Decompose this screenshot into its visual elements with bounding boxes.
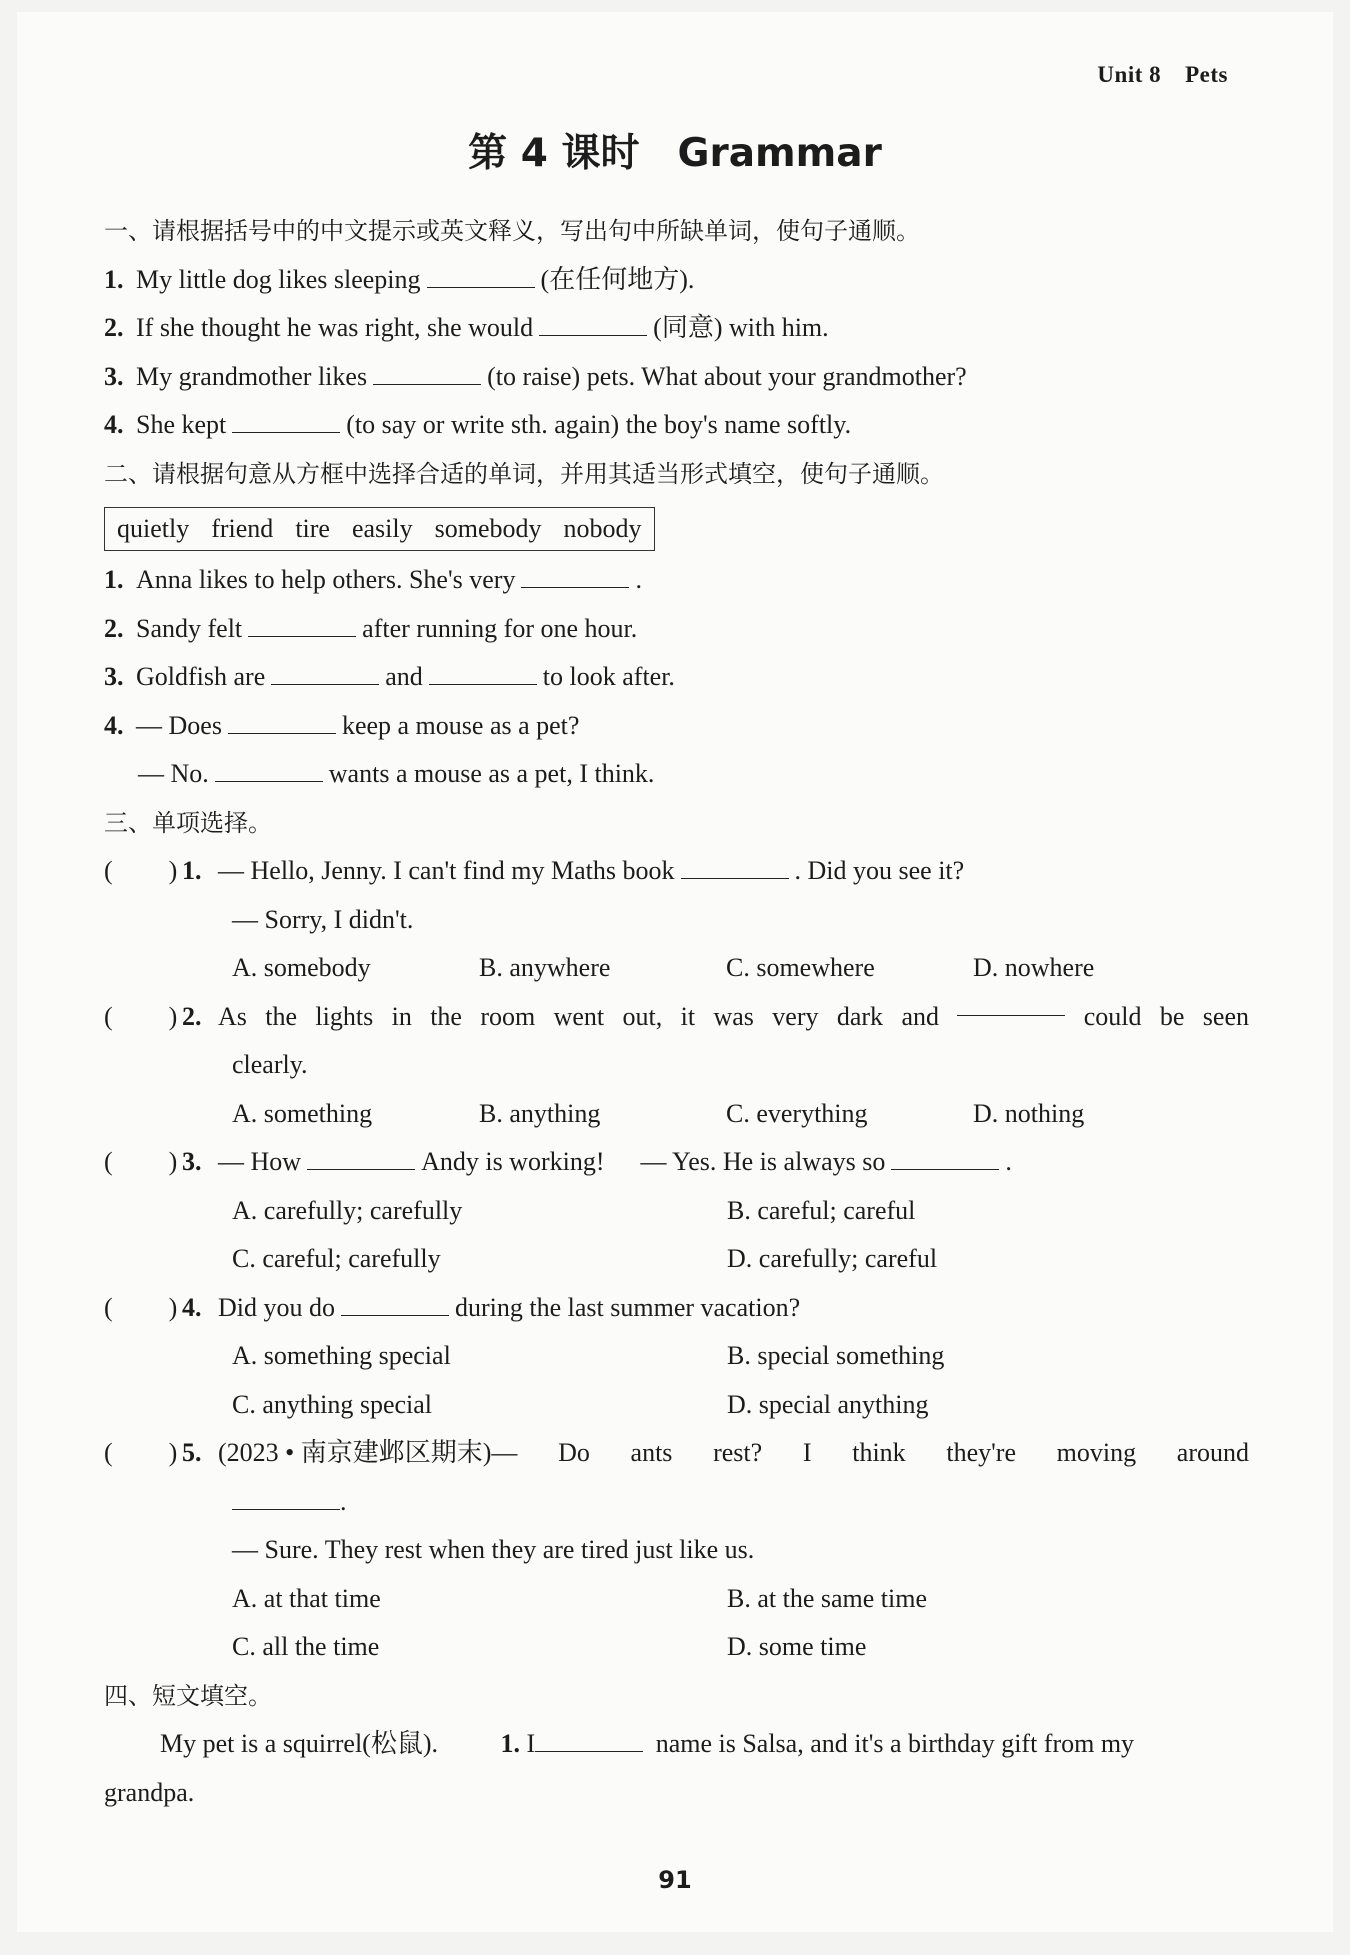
word: As <box>218 1001 247 1031</box>
s1-question <box>104 401 1249 450</box>
mc-options <box>104 944 1249 993</box>
question-text: . <box>635 565 642 594</box>
page-title <box>17 122 1333 178</box>
unit-topic: Pets <box>1185 62 1228 87</box>
word: out, <box>622 1001 663 1031</box>
question-text: — How <box>218 1147 302 1176</box>
lesson-label: 第 4 课时 <box>468 131 640 176</box>
first-letter: I <box>526 1729 536 1758</box>
answer-blank[interactable] <box>228 711 336 734</box>
question-number: 3. <box>104 662 124 691</box>
mc-question <box>104 993 1249 1042</box>
mc-question <box>104 1284 1249 1333</box>
word: dark <box>836 1001 884 1031</box>
question-number: 2. <box>104 613 124 643</box>
word-option: somebody <box>434 514 542 543</box>
question-text: — Yes. He is always so <box>640 1147 886 1176</box>
word: Do <box>558 1438 590 1467</box>
word: seen <box>1202 1001 1249 1031</box>
question-number: 1. <box>104 264 124 294</box>
s1-question <box>104 353 1249 402</box>
answer-blank[interactable] <box>427 265 535 288</box>
question-text: If she thought he was right, she would <box>136 313 534 342</box>
s2-question <box>104 653 1249 702</box>
answer-blank[interactable] <box>535 1729 643 1752</box>
mc-question <box>104 1138 1249 1187</box>
word: very <box>772 1001 819 1031</box>
mc-options <box>104 1381 1249 1430</box>
page-number: 91 <box>658 1866 692 1894</box>
question-text: My little dog likes sleeping <box>136 264 421 294</box>
answer-blank[interactable] <box>215 759 323 782</box>
option: B. anything <box>479 1098 601 1128</box>
question-text: Sandy felt <box>136 613 243 643</box>
s2-reply <box>104 750 1249 799</box>
word-box <box>104 507 655 551</box>
mc-options <box>104 1575 1249 1624</box>
unit-header <box>1097 62 1228 88</box>
option: B. special something <box>727 1341 945 1370</box>
question-number: 4. <box>182 1292 202 1322</box>
question-number: 3. <box>104 361 124 391</box>
mc-question <box>104 847 1249 896</box>
paren-open: ( <box>104 1001 113 1031</box>
answer-blank[interactable] <box>232 410 340 433</box>
question-text: — Does <box>136 710 222 740</box>
answer-paren[interactable] <box>104 1138 182 1187</box>
question-number: 5. <box>182 1438 202 1467</box>
question-text: after running for one hour. <box>362 613 638 643</box>
subject-label: Grammar <box>677 131 882 176</box>
paren-close: ) <box>168 1292 178 1322</box>
worksheet-page <box>17 12 1333 1932</box>
question-text <box>218 1429 1249 1478</box>
s2-question <box>104 556 1249 605</box>
word: went <box>553 1001 605 1031</box>
paren-close: ) <box>168 1001 178 1031</box>
punctuation: . <box>340 1486 347 1516</box>
word: think <box>852 1438 906 1467</box>
answer-blank[interactable] <box>271 662 379 685</box>
option: A. at that time <box>232 1583 381 1613</box>
answer-blank[interactable] <box>373 362 481 385</box>
question-text: to look after. <box>542 662 675 691</box>
option: D. nowhere <box>973 953 1095 982</box>
option: D. nothing <box>973 1098 1085 1128</box>
question-text: She kept <box>136 410 227 439</box>
answer-blank[interactable] <box>429 662 537 685</box>
word-option: easily <box>351 514 413 543</box>
word-option: quietly <box>117 514 190 543</box>
passage-line: grandpa. <box>104 1777 195 1807</box>
option: B. at the same time <box>727 1583 928 1613</box>
answer-blank[interactable] <box>307 1147 415 1170</box>
question-text: and <box>385 662 423 691</box>
answer-blank[interactable] <box>248 614 356 637</box>
option: B. anywhere <box>479 953 611 982</box>
question-text: . Did you see it? <box>794 856 965 885</box>
question-text: . <box>1005 1147 1012 1176</box>
s1-question <box>104 256 1249 305</box>
question-number: 2. <box>182 1001 202 1031</box>
question-number: 1. <box>182 856 202 885</box>
word: the <box>265 1001 298 1031</box>
section2-heading: 二、请根据句意从方框中选择合适的单词，并用其适当形式填空，使句子通顺。 <box>104 459 944 488</box>
answer-blank[interactable] <box>341 1293 449 1316</box>
word: lights <box>315 1001 374 1031</box>
word-option: tire <box>295 514 330 543</box>
reply-text: wants a mouse as a pet, I think. <box>328 759 655 788</box>
answer-blank[interactable] <box>957 993 1065 1016</box>
question-text: (在任何地方). <box>540 264 695 294</box>
question-number: 1. <box>104 565 124 594</box>
option: B. careful; careful <box>727 1195 916 1225</box>
mc-options <box>104 1187 1249 1236</box>
question-text: Anna likes to help others. She's very <box>136 565 516 594</box>
word: could <box>1083 1001 1142 1031</box>
question-number: 4. <box>104 410 124 439</box>
word: rest? <box>713 1438 763 1467</box>
word-option: nobody <box>563 514 642 543</box>
option: C. somewhere <box>726 953 875 982</box>
mc-reply: — Sure. They rest when they are tired just like us. <box>232 1535 755 1564</box>
paren-open: ( <box>104 1147 113 1176</box>
question-text: Goldfish are <box>136 662 266 691</box>
option: D. carefully; careful <box>727 1244 938 1273</box>
answer-blank[interactable] <box>681 856 789 879</box>
option: C. everything <box>726 1098 868 1128</box>
option: A. something special <box>232 1341 451 1370</box>
option: A. carefully; carefully <box>232 1195 463 1225</box>
paren-open: ( <box>104 1292 113 1322</box>
paren-open: ( <box>104 1438 113 1467</box>
question-text: during the last summer vacation? <box>455 1292 801 1322</box>
question-text: (to raise) pets. What about your grandmother? <box>487 361 967 391</box>
answer-paren[interactable] <box>104 1429 182 1478</box>
word-option: friend <box>211 514 274 543</box>
question-text: My grandmother likes <box>136 361 368 391</box>
answer-paren[interactable] <box>104 993 182 1042</box>
option: C. careful; carefully <box>232 1244 441 1273</box>
question-text <box>218 993 1249 1042</box>
word: be <box>1159 1001 1185 1031</box>
word: they're <box>946 1438 1016 1467</box>
question-text: — Hello, Jenny. I can't find my Maths book <box>218 856 675 885</box>
question-number: 4. <box>104 710 124 740</box>
option: A. something <box>232 1098 373 1128</box>
word: in <box>391 1001 412 1031</box>
worksheet-content <box>104 207 1249 1817</box>
mc-continuation <box>104 1478 1249 1527</box>
answer-blank[interactable] <box>232 1487 340 1510</box>
question-text: keep a mouse as a pet? <box>341 710 580 740</box>
word: room <box>480 1001 536 1031</box>
question-text: Did you do <box>218 1292 335 1322</box>
option: C. anything special <box>232 1389 433 1419</box>
passage-text: name is Salsa, and it's a birthday gift from my <box>655 1729 1135 1758</box>
mc-continuation: clearly. <box>232 1050 308 1079</box>
paren-open: ( <box>104 856 113 885</box>
question-number: 3. <box>182 1147 202 1176</box>
paren-close: ) <box>168 1147 178 1176</box>
word: ants <box>630 1438 673 1467</box>
question-text: (to say or write sth. again) the boy's name softly. <box>346 410 852 439</box>
section1-heading: 一、请根据括号中的中文提示或英文释义，写出句中所缺单词，使句子通顺。 <box>104 217 920 245</box>
option: D. special anything <box>727 1389 929 1419</box>
mc-options <box>104 1623 1249 1672</box>
answer-blank[interactable] <box>521 565 629 588</box>
question-text: (同意) with him. <box>653 313 829 342</box>
source-tag: (2023 • 南京建邺区期末)— <box>218 1438 518 1467</box>
s1-question <box>104 304 1249 353</box>
passage-text: My pet is a squirrel(松鼠). <box>160 1729 439 1758</box>
option: D. some time <box>727 1632 867 1661</box>
paren-close: ) <box>168 1438 178 1467</box>
word: I <box>802 1438 812 1467</box>
s2-question <box>104 605 1249 654</box>
word-box-row <box>104 498 1249 556</box>
option: A. somebody <box>232 953 371 982</box>
option: C. all the time <box>232 1632 380 1661</box>
s2-question <box>104 702 1249 751</box>
question-number: 1. <box>500 1729 521 1758</box>
mc-options <box>104 1235 1249 1284</box>
answer-paren[interactable] <box>104 1284 182 1333</box>
mc-question <box>104 1429 1249 1478</box>
word: moving <box>1056 1438 1137 1467</box>
question-text: Andy is working! <box>421 1147 605 1176</box>
word: was <box>713 1001 754 1031</box>
word: the <box>430 1001 462 1031</box>
word: it <box>680 1001 696 1031</box>
word: around <box>1176 1438 1249 1467</box>
mc-reply: — Sorry, I didn't. <box>232 904 414 934</box>
section3-heading: 三、单项选择。 <box>104 808 272 837</box>
mc-options <box>104 1332 1249 1381</box>
question-number: 2. <box>104 313 124 342</box>
answer-blank[interactable] <box>891 1147 999 1170</box>
section4-heading: 四、短文填空。 <box>104 1681 272 1710</box>
answer-blank[interactable] <box>539 313 647 336</box>
passage-line <box>104 1720 1249 1769</box>
unit-label: Unit 8 <box>1097 62 1162 87</box>
answer-paren[interactable] <box>104 847 182 896</box>
reply-text: — No. <box>138 759 209 788</box>
mc-options <box>104 1090 1249 1139</box>
paren-close: ) <box>168 856 178 885</box>
word: and <box>901 1001 939 1031</box>
